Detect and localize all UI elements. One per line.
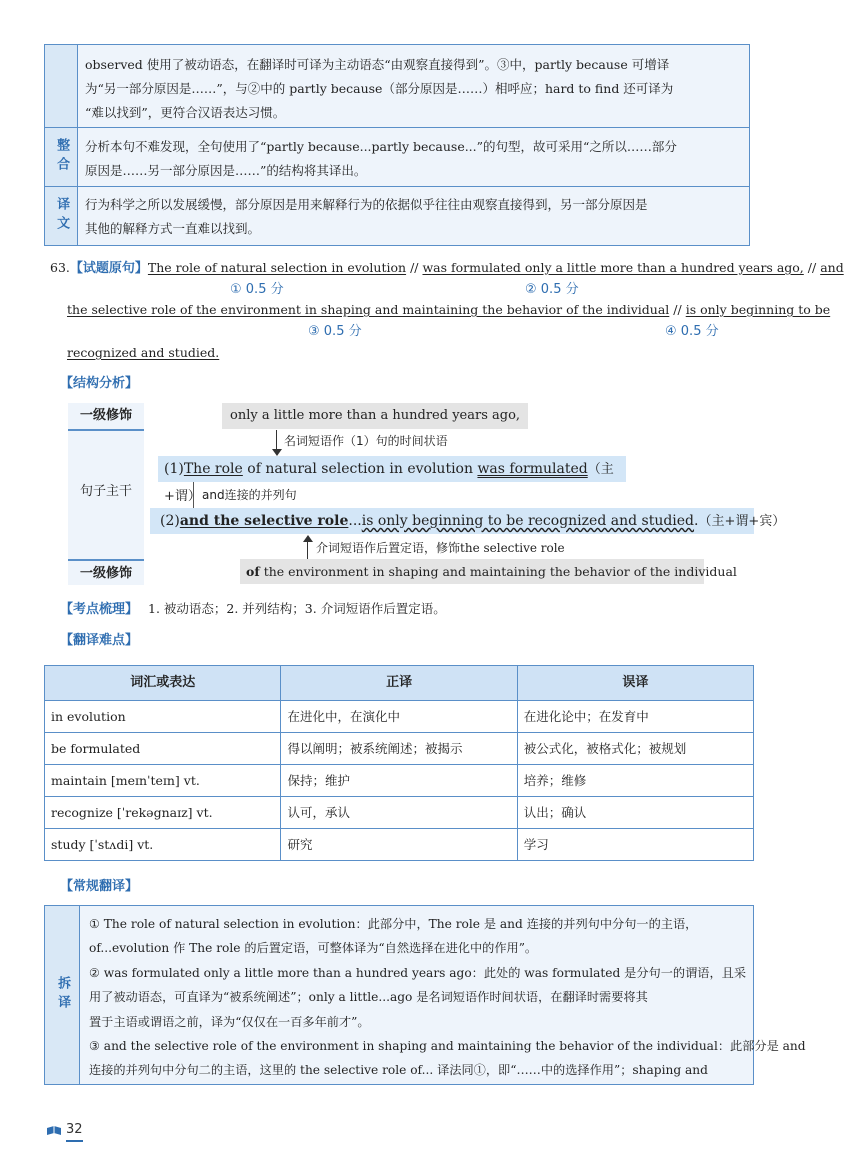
top-modifier-phrase: only a little more than a hundred years ago,	[222, 403, 528, 429]
correct-cell: 认可，承认	[281, 797, 517, 829]
routine-box	[44, 905, 806, 1085]
correct-cell: 保持；维护	[281, 765, 517, 797]
header-wrong: 误译	[517, 666, 753, 701]
segment-1: The role of natural selection in evolution	[147, 260, 407, 275]
translation-label: 译文	[45, 187, 77, 245]
term-cell: in evolution	[45, 701, 281, 733]
text-line: 原因是……另一部分原因是……”的结构将其译出。	[85, 163, 367, 178]
text-line: 为“另一部分原因是……”，与②中的 partly because（部分原因是……）相呼应；hard to find 还可译为	[85, 81, 674, 96]
question-63-line3	[67, 343, 219, 362]
wrong-cell: 在进化论中；在发育中	[517, 701, 753, 733]
structure-heading: 【结构分析】	[60, 376, 139, 391]
routine-heading: 【常规翻译】	[60, 879, 139, 894]
top-arrowhead	[272, 449, 282, 456]
note-target: the selective role	[460, 541, 565, 555]
page-number: 32	[66, 1120, 83, 1142]
segment-3: the selective role of the environment in shaping and maintaining the behavior of the individual	[67, 302, 670, 317]
prep-of: of	[246, 564, 260, 579]
correct-cell: 得以阐明；被系统阐述；被揭示	[281, 733, 517, 765]
subject-modifier: of natural selection in evolution	[242, 461, 478, 477]
separator: //	[807, 260, 817, 275]
text-line: ③ and the selective role of the environment in shaping and maintaining the behavior of the individual：此部分是 and	[89, 1039, 806, 1054]
connector-line	[193, 482, 194, 508]
translation-text	[85, 193, 745, 241]
key-points-heading: 【考点梳理】	[60, 602, 139, 617]
clause-number: (2)	[160, 513, 180, 529]
grammar-note: （主+谓）	[164, 462, 614, 504]
wrong-cell: 培养；维修	[517, 765, 753, 797]
question-63-line1	[50, 258, 844, 279]
score-1: ① 0.5 分	[230, 282, 284, 297]
text-line: 置于主语或谓语之前，译为“仅仅在一百多年前才”。	[89, 1014, 370, 1029]
structure-label-mod-bottom: 一级修饰	[68, 559, 144, 587]
structure-label-trunk: 句子主干	[79, 484, 132, 499]
predicate: is only beginning to be recognized and studied	[361, 513, 695, 529]
separator: //	[410, 260, 419, 275]
page-footer	[46, 1120, 83, 1142]
analysis-row1-text	[85, 53, 745, 125]
correct-cell: 在进化中，在演化中	[281, 701, 517, 733]
header-term: 词汇或表达	[45, 666, 281, 701]
separator: //	[673, 302, 682, 317]
question-63-line2	[67, 300, 831, 319]
wrong-cell: 学习	[517, 829, 753, 861]
table-row	[45, 765, 754, 797]
key-points	[60, 599, 446, 620]
term-cell: recognize [ˈrekəgnaɪz] vt.	[45, 797, 281, 829]
prep-phrase-rest: the environment in shaping and maintaining the behavior of the individual	[259, 564, 737, 579]
integrate-text	[85, 135, 745, 183]
score-3: ③ 0.5 分	[308, 324, 362, 339]
term-cell: be formulated	[45, 733, 281, 765]
connector-note: and连接的并列句	[202, 488, 297, 502]
table-row	[45, 797, 754, 829]
table-row	[45, 733, 754, 765]
table-header-row	[45, 666, 754, 701]
difficulty-heading: 【翻译难点】	[60, 633, 139, 648]
segment-4-tail: recognized and studied.	[67, 345, 220, 360]
bottom-modifier-note	[316, 539, 565, 558]
vocab-table	[44, 665, 754, 861]
bottom-modifier-phrase	[240, 559, 737, 584]
text-line: of...evolution 作 The role 的后置定语，可整体译为“自然选择在进化中的作用”。	[89, 941, 538, 956]
segment-2: was formulated only a little more than a hundred years ago,	[422, 260, 804, 275]
top-modifier-note: 名词短语作（1）句的时间状语	[284, 434, 448, 448]
key-points-text: 1. 被动语态；2. 并列结构；3. 介词短语作后置定语。	[148, 601, 446, 616]
text-line: 用了被动语态，可直译为“被系统阐述”；only a little...ago 是名词短语作时间状语，在翻译时需要将其	[89, 990, 648, 1005]
trunk-line-2	[150, 508, 786, 534]
term-cell: study [ˈstʌdi] vt.	[45, 829, 281, 861]
term-cell: maintain [meɪnˈteɪn] vt.	[45, 765, 281, 797]
table-row	[45, 829, 754, 861]
split-translation-label: 拆译	[45, 906, 80, 1084]
wrong-cell: 被公式化，被格式化；被规划	[517, 733, 753, 765]
structure-label-mod-top: 一级修饰	[68, 403, 144, 431]
book-icon	[46, 1125, 62, 1137]
analysis-box	[44, 44, 750, 246]
table-row	[45, 701, 754, 733]
clause-number: (1)	[164, 461, 184, 477]
text-line: “难以找到”，更符合汉语表达习惯。	[85, 105, 286, 120]
score-4: ④ 0.5 分	[665, 324, 719, 339]
period: .	[694, 513, 699, 529]
text-line: 连接的并列句中分句二的主语，这里的 the selective role of... 译法同①，即“……中的选择作用”；shaping and	[89, 1063, 708, 1078]
text-line: ② was formulated only a little more than a hundred years ago：此处的 was formulated 是分句一的谓语，且采	[89, 965, 747, 980]
wrong-cell: 认出；确认	[517, 797, 753, 829]
and-word: and	[820, 260, 844, 275]
integrate-label: 整合	[45, 128, 77, 186]
question-number: 63.	[50, 260, 70, 275]
subject: and the selective role	[179, 513, 349, 529]
score-2: ② 0.5 分	[525, 282, 579, 297]
subject: The role	[183, 461, 243, 477]
grammar-note: （主+谓+宾）	[698, 514, 786, 529]
text-line: observed 使用了被动语态，在翻译时可译为主动语态“由观察直接得到”。③中，partly because 可增译	[85, 57, 670, 72]
bottom-arrowhead	[303, 535, 313, 542]
segment-4: is only beginning to be	[685, 302, 831, 317]
text-line: ① The role of natural selection in evolution：此部分中，The role 是 and 连接的并列句中分句一的主语，	[89, 917, 698, 931]
text-line: 分析本句不难发现，全句使用了“partly because...partly because...”的句型，故可采用“之所以……部分	[85, 139, 677, 154]
predicate: was formulated	[477, 461, 588, 477]
original-sentence-tag: 【试题原句】	[69, 261, 148, 276]
ellipsis: ...	[348, 513, 362, 529]
split-translation-text	[89, 912, 806, 1083]
text-line: 行为科学之所以发展缓慢，部分原因是用来解释行为的依据似乎往往由观察直接得到，另一部分原因是	[85, 197, 648, 212]
header-correct: 正译	[281, 666, 517, 701]
correct-cell: 研究	[281, 829, 517, 861]
analysis-side-cell	[45, 45, 77, 127]
note-prefix: 介词短语作后置定语，修饰	[316, 541, 461, 555]
text-line: 其他的解释方式一直难以找到。	[85, 221, 261, 236]
